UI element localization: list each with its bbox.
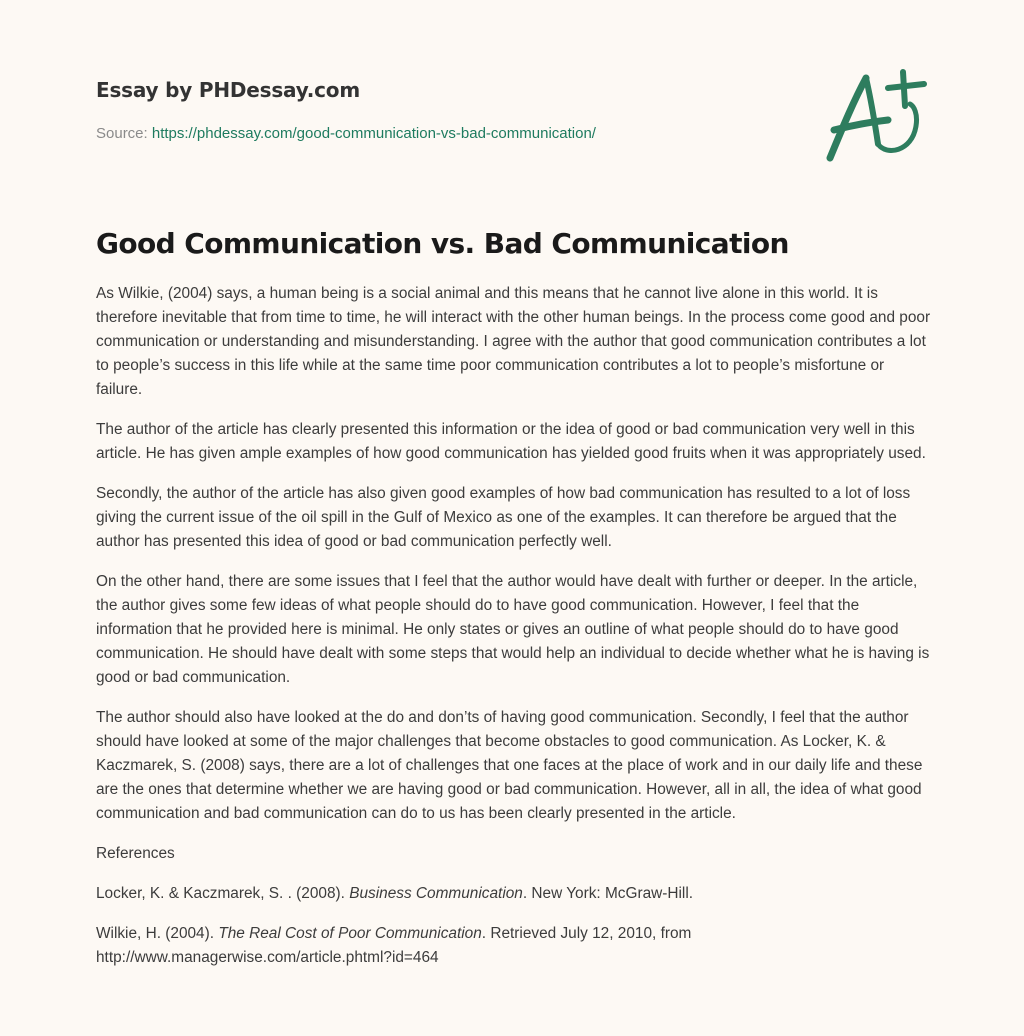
- references-heading: References: [96, 845, 175, 862]
- reference-authors: Wilkie, H. (2004).: [96, 925, 219, 942]
- source-label: Source:: [96, 125, 148, 142]
- reference-title: Business Communication: [349, 885, 523, 902]
- reference-authors: Locker, K. & Kaczmarek, S. . (2008).: [96, 885, 350, 902]
- page-header: [96, 76, 796, 144]
- reference-item: [96, 922, 932, 970]
- essay-article: [96, 224, 932, 986]
- reference-title: The Real Cost of Poor Communication: [218, 925, 482, 942]
- paragraph-1: As Wilkie, (2004) says, a human being is a social animal and this means that he cannot live alone in this world. It is therefore inevitable that from time to time, he will interact with the other human beings. In the process come good and poor communication or understanding and misunderstanding. I agree with the author that good communication contributes a lot to people’s success in this life while at the same time poor communication contributes a lot to people’s misfortune or failure.: [96, 285, 931, 398]
- paragraph-2: The author of the article has clearly presented this information or the idea of good or bad communication very well in this article. He has given ample examples of how good communication has yielded good fruits when it was appropriately used.: [96, 421, 926, 462]
- essay-title: Good Communication vs. Bad Communication: [96, 227, 789, 260]
- paragraph-3: Secondly, the author of the article has also given good examples of how bad communication has resulted to a lot of loss giving the current issue of the oil spill in the Gulf of Mexico as one of the examples. It can therefore be argued that the author has presented this idea of good or bad communication perfectly well.: [96, 485, 911, 550]
- a-plus-grade-icon: [820, 64, 930, 168]
- site-title: Essay by PHDessay.com: [96, 78, 360, 102]
- paragraph-4: On the other hand, there are some issues that I feel that the author would have dealt with further or deeper. In the article, the author gives some few ideas of what people should do to have good communication. However, I feel that the information that he provided here is minimal. He only states or gives an outline of what people should do to have good communication. He should have dealt with some steps that would help an individual to decide whether what he is having is good or bad communication.: [96, 573, 930, 686]
- source-line: [96, 124, 796, 144]
- reference-publisher: . New York: McGraw-Hill.: [522, 885, 694, 902]
- reference-item: [96, 882, 932, 906]
- reference-retrieval: . Retrieved July 12, 2010, from http://www.managerwise.com/article.phtml?id=464: [96, 925, 692, 966]
- paragraph-5: The author should also have looked at the do and don’ts of having good communication. Secondly, I feel that the author should have looked at some of the major challenges that become obstacles to good communication. As Locker, K. & Kaczmarek, S. (2008) says, there are a lot of challenges that one faces at the place of work and in our daily life and these are the ones that determine whether we are having good or bad communication. However, all in all, the idea of what good communication and bad communication can do to us has been clearly presented in the article.: [96, 709, 923, 822]
- source-link[interactable]: https://phdessay.com/good-communication-vs-bad-communication/: [151, 125, 596, 142]
